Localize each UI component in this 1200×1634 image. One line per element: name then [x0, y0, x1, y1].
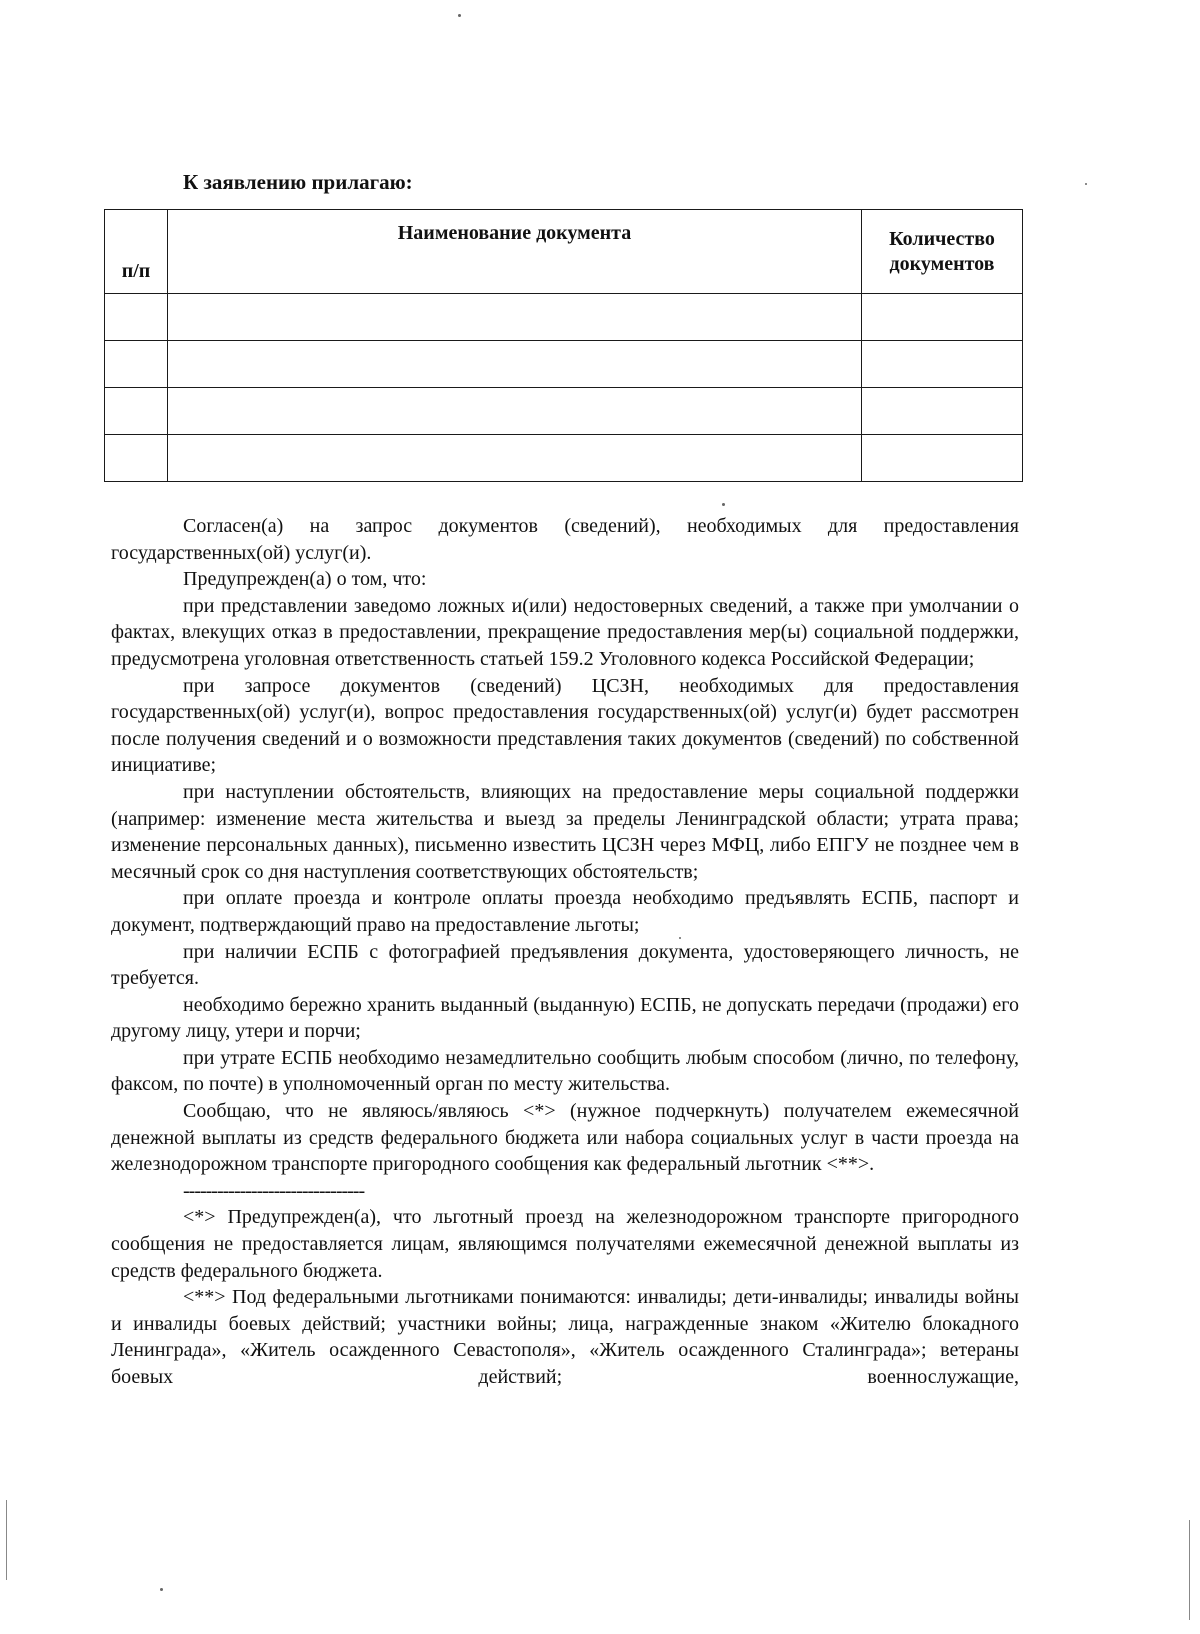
- warning-item-present-espb: при оплате проезда и контроле оплаты проезда необходимо предъявлять ЕСПБ, паспорт и документ, подтверждающий право на предоставление льготы;: [111, 887, 1019, 936]
- table-row: [105, 388, 1023, 435]
- table-row: [105, 435, 1023, 482]
- scan-speck: [160, 1588, 163, 1591]
- header-document-quantity: Количество документов: [862, 210, 1023, 294]
- warning-item-lost-espb: при утрате ЕСПБ необходимо незамедлительно сообщить любым способом (лично, по телефону, факсом, по почте) в уполномоченный орган по месту жительства.: [111, 1046, 1019, 1096]
- cell-number[interactable]: [105, 294, 168, 341]
- cell-number[interactable]: [105, 341, 168, 388]
- table-row: [105, 341, 1023, 388]
- attachment-heading: К заявлению прилагаю:: [183, 170, 413, 194]
- warned-paragraph: Предупрежден(а) о том, что:: [183, 568, 427, 591]
- consent-paragraph: Согласен(а) на запрос документов (сведений), необходимых для предоставления государственных(ой) услуг(и).: [111, 515, 1019, 564]
- scan-edge-line: [6, 1500, 7, 1580]
- table-row: [105, 294, 1023, 341]
- cell-quantity[interactable]: [862, 435, 1023, 482]
- scan-speck: [1085, 183, 1087, 185]
- scan-speck: [679, 937, 681, 939]
- scan-speck: [458, 14, 461, 17]
- warning-item-keep-espb: необходимо бережно хранить выданный (выданную) ЕСПБ, не допускать передачи (продажи) его другому лицу, утери и порчи;: [111, 993, 1019, 1043]
- cell-quantity[interactable]: [862, 341, 1023, 388]
- header-document-name: Наименование документа: [168, 210, 862, 294]
- footnote-two: <**> Под федеральными льготниками понимаются: инвалиды; дети-инвалиды; инвалиды войны и инвалиды боевых действий; участники войны; лица, награжденные знаком «Жителю блокадного Ленинграда», «Житель осажденного Севастополя», «Житель осажденного Сталинграда»; ветераны боевых действий; военнослужащие,: [111, 1286, 1019, 1388]
- attachments-table: [104, 209, 1023, 482]
- scan-edge-line: [1189, 1520, 1190, 1620]
- footnote-separator: --------------------------------: [183, 1179, 365, 1202]
- declaration-paragraph: Сообщаю, что не являюсь/являюсь <*> (нужное подчеркнуть) получателем ежемесячной денежной выплаты из средств федерального бюджета или набора социальных услуг в части проезда на железнодорожном транспорте пригородного сообщения как федеральный льготник <**>.: [111, 1100, 1019, 1176]
- warning-item-document-request: при запросе документов (сведений) ЦСЗН, необходимых для предоставления государственных(ой) услуг(и), вопрос предоставления государственных(ой) услуг(и) будет рассмотрен после получения сведений и о возможности представления таких документов (сведений) по собственной инициативе;: [111, 674, 1019, 777]
- warning-item-false-info: при представлении заведомо ложных и(или) недостоверных сведений, а также при умолчании о фактах, влекущих отказ в предоставлении, прекращение предоставления мер(ы) социальной поддержки, предусмотрена уголовная ответственность статьей 159.2 Уголовного кодекса Российской Федерации;: [111, 594, 1019, 670]
- cell-document-name[interactable]: [168, 294, 862, 341]
- cell-document-name[interactable]: [168, 341, 862, 388]
- header-number: п/п: [105, 210, 168, 294]
- cell-quantity[interactable]: [862, 388, 1023, 435]
- footnote-one: <*> Предупрежден(а), что льготный проезд на железнодорожном транспорте пригородного сообщения не предоставляется лицам, являющимся получателями ежемесячной денежной выплаты из средств федерального бюджета.: [111, 1206, 1019, 1282]
- warning-item-photo-espb: при наличии ЕСПБ с фотографией предъявления документа, удостоверяющего личность, не требуется.: [111, 940, 1019, 990]
- warning-item-notify-changes: при наступлении обстоятельств, влияющих на предоставление меры социальной поддержки (например: изменение места жительства и выезд за пределы Ленинградской области; утрата права; изменение персональных данных), письменно известить ЦСЗН через МФЦ, либо ЕПГУ не позднее чем в месячный срок со дня наступления соответствующих обстоятельств;: [111, 780, 1019, 883]
- cell-document-name[interactable]: [168, 388, 862, 435]
- scan-speck: [722, 503, 725, 506]
- table-header-row: [105, 210, 1023, 294]
- document-body: [111, 513, 1019, 1391]
- cell-quantity[interactable]: [862, 294, 1023, 341]
- cell-number[interactable]: [105, 388, 168, 435]
- cell-number[interactable]: [105, 435, 168, 482]
- cell-document-name[interactable]: [168, 435, 862, 482]
